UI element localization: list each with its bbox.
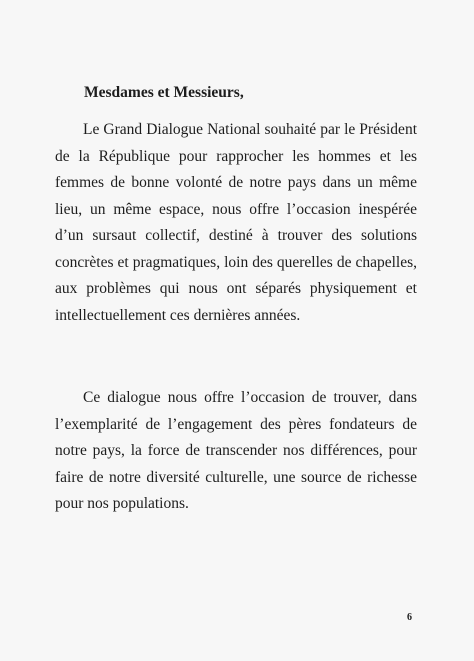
paragraph-1: Le Grand Dialogue National souhaité par le Président de la République pour rapprocher les hommes et les femmes de bonne volonté de notre pays dans un même lieu, un même espace, nous offre l’occasion inespérée d’un sursaut collectif, destiné à trouver des solutions concrètes et pragmatiques, loin des querelles de chapelles, aux problèmes qui nous ont séparés physiquement et intellectuellement ces dernières années.: [55, 121, 417, 324]
page-number: 6: [407, 612, 412, 623]
paragraph-2: Ce dialogue nous offre l’occasion de trouver, dans l’exemplarité de l’engagement des pères fondateurs de notre pays, la force de transcender nos différences, pour faire de notre diversité culturelle, une source de richesse pour nos populations.: [55, 389, 417, 512]
salutation-heading: Mesdames et Messieurs,: [84, 84, 244, 101]
